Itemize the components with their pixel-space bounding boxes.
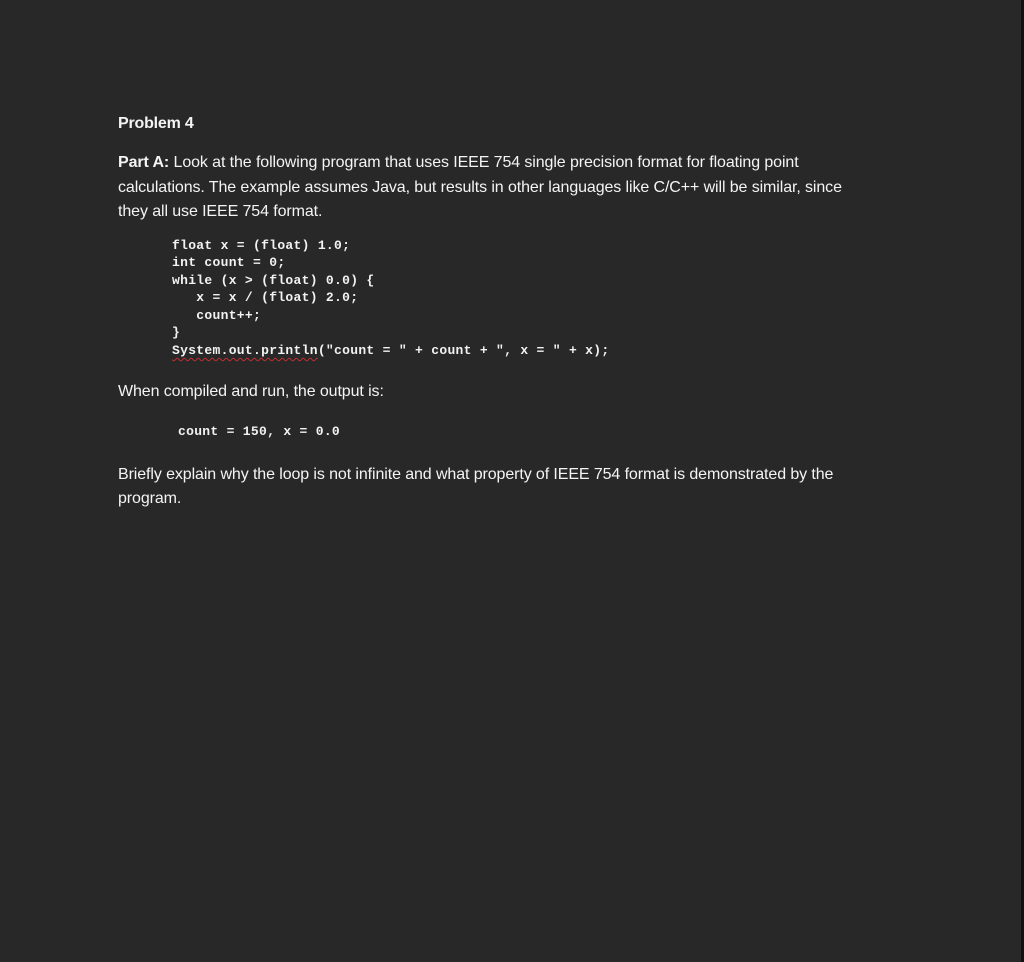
part-a-line-3: they all use IEEE 754 format.	[118, 203, 323, 220]
part-a-line-2: calculations. The example assumes Java, but results in other languages like C/C++ will be similar, since	[118, 179, 842, 196]
code-line-println	[172, 343, 609, 358]
question-line-2: program.	[118, 490, 182, 507]
part-a-label: Part A:	[118, 154, 170, 171]
code-line-4: x = x / (float) 2.0;	[172, 290, 359, 305]
problem-title: Problem 4	[118, 115, 194, 132]
code-line-2: int count = 0;	[172, 255, 286, 270]
part-a-line-1	[118, 151, 799, 175]
println-args: ("count = " + count + ", x = " + x);	[317, 343, 610, 358]
code-line-1: float x = (float) 1.0;	[172, 238, 351, 253]
code-line-3: while (x > (float) 0.0) {	[172, 273, 375, 288]
spellcheck-squiggle-text: System.out.println	[172, 343, 318, 358]
question-line-1: Briefly explain why the loop is not infinite and what property of IEEE 754 format is demonstrated by the	[118, 466, 834, 483]
code-line-6: }	[172, 325, 181, 340]
output-intro: When compiled and run, the output is:	[118, 383, 384, 400]
program-output: count = 150, x = 0.0	[178, 424, 341, 439]
part-a-text-1: Look at the following program that uses IEEE 754 single precision format for floating point	[173, 154, 799, 171]
code-line-5: count++;	[172, 308, 262, 323]
